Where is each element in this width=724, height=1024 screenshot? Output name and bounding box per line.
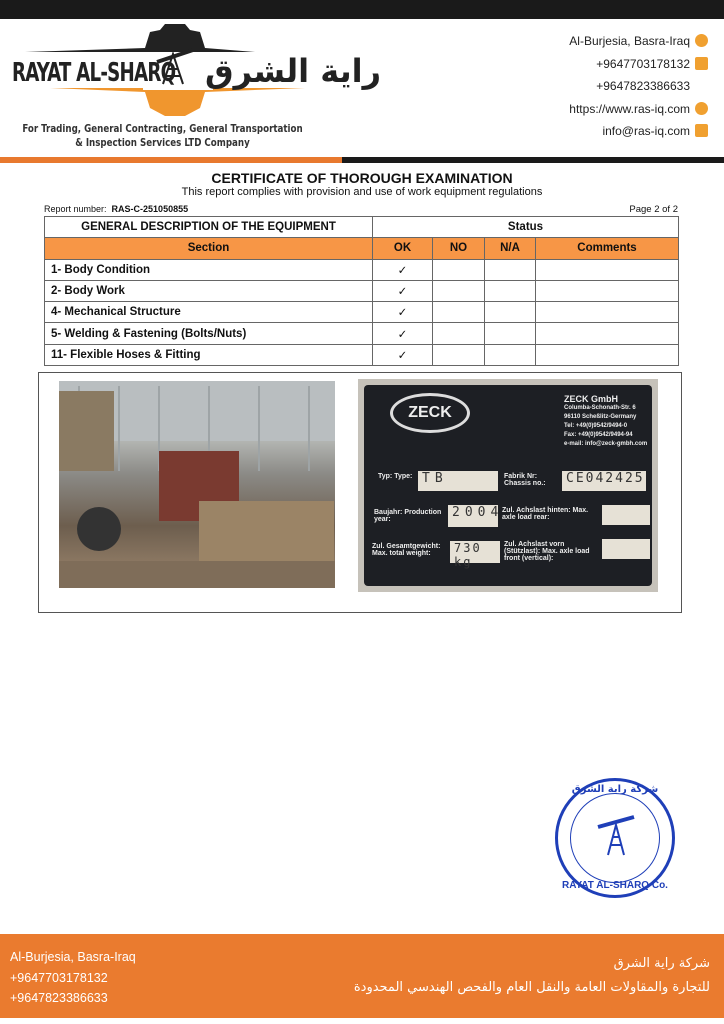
weight-label: Zul. Gesamtgewicht: Max. total weight: (372, 543, 441, 557)
company-tagline (22, 122, 303, 150)
comments-cell (536, 323, 679, 344)
chassis-label: Fabrik Nr: Chassis no.: (504, 473, 546, 487)
type-label: Typ: Type: (378, 473, 413, 480)
no-cell (433, 259, 485, 280)
footer-address: Al-Burjesia, Basra-Iraq (10, 950, 136, 964)
tagline-line: & Inspection Services LTD Company (75, 137, 250, 149)
report-number-value: RAS-C-251050855 (111, 204, 189, 214)
header-contact (569, 30, 708, 143)
ok-cell: ✓ (373, 302, 433, 323)
section-cell: 5- Welding & Fastening (Bolts/Nuts) (45, 323, 373, 344)
ok-cell: ✓ (373, 323, 433, 344)
nameplate-photo (358, 379, 658, 592)
table-column-header (45, 238, 679, 259)
status-header: Status (373, 217, 679, 238)
phone: +9647703178132 (596, 56, 690, 71)
divider-orange (0, 157, 342, 163)
maker: ZECK GmbH (564, 394, 618, 404)
website-link[interactable]: https://www.ras-iq.com (569, 101, 690, 116)
stamp-text-en: RAYAT AL-SHARQ Co. (562, 880, 668, 891)
table-row (45, 280, 679, 301)
table-row (45, 344, 679, 365)
na-cell (485, 323, 536, 344)
no-cell (433, 302, 485, 323)
comments-cell (536, 344, 679, 365)
email-link[interactable]: info@ras-iq.com (602, 124, 690, 138)
report-number (44, 204, 188, 214)
type-value: TB (418, 471, 498, 491)
equipment-photo (59, 381, 335, 588)
company-stamp (555, 778, 675, 898)
page-title: CERTIFICATE OF THOROUGH EXAMINATION (211, 170, 513, 186)
table-group-header (45, 217, 679, 238)
top-bar (0, 0, 724, 19)
rear-load-field (602, 505, 650, 525)
page-number: Page 2 of 2 (629, 204, 678, 215)
section-cell: 2- Body Work (45, 280, 373, 301)
table-row (45, 302, 679, 323)
globe-icon (695, 102, 708, 115)
year-value: 2004 (448, 505, 498, 527)
na-cell (485, 280, 536, 301)
equipment-photo-sketch (59, 381, 335, 588)
stamp-text-ar: شركة راية الشرق (571, 784, 659, 795)
maker-address: Columba-Schonath-Str. 6 (564, 405, 636, 411)
footer-phone: +9647703178132 (10, 970, 108, 985)
ok-cell: ✓ (373, 259, 433, 280)
address: Al-Burjesia, Basra-Iraq (569, 34, 690, 48)
section-cell: 11- Flexible Hoses & Fitting (45, 344, 373, 365)
ok-cell: ✓ (373, 344, 433, 365)
phone: +9647823386633 (596, 79, 690, 93)
envelope-icon (695, 124, 708, 137)
section-cell: 1- Body Condition (45, 259, 373, 280)
table-row (45, 323, 679, 344)
front-load-field (602, 539, 650, 559)
location-pin-icon (695, 34, 708, 47)
comments-cell (536, 259, 679, 280)
no-cell (433, 344, 485, 365)
maker-fax: Fax: +49(0)9542/9494-94 (564, 432, 633, 438)
oil-pump-icon (596, 813, 636, 858)
no-cell (433, 280, 485, 301)
inspection-table (44, 216, 679, 366)
zeck-logo: ZECK (390, 393, 470, 433)
na-cell (485, 344, 536, 365)
column-header: NO (433, 238, 485, 259)
report-number-label: Report number: (44, 204, 107, 214)
na-cell (485, 302, 536, 323)
footer (0, 934, 724, 1018)
maker-info (564, 395, 647, 449)
footer-phone: +9647823386633 (10, 991, 108, 1005)
no-cell (433, 323, 485, 344)
maker-address: 96110 Scheßlitz-Germany (564, 414, 637, 420)
maker-email: e-mail: info@zeck-gmbh.com (564, 441, 648, 447)
maker-tel: Tel: +49(0)9542/9494-0 (564, 423, 628, 429)
section-cell: 4- Mechanical Structure (45, 302, 373, 323)
weight-value: 730 kg (450, 541, 500, 563)
chassis-value: CE042425 (562, 471, 646, 491)
telephone-icon (695, 57, 708, 70)
group-header: GENERAL DESCRIPTION OF THE EQUIPMENT (45, 217, 373, 238)
column-header: Section (45, 238, 373, 259)
divider-dark (342, 157, 724, 163)
ok-cell: ✓ (373, 280, 433, 301)
column-header: N/A (485, 238, 536, 259)
footer-description-ar: للتجارة والمقاولات العامة والنقل العام والفحص الهندسي المحدودة (353, 980, 710, 995)
year-label: Baujahr: Production year: (374, 509, 442, 523)
rear-load-label: Zul. Achslast hinten: Max. axle load rear: (502, 507, 589, 521)
footer-company-ar: شركة راية الشرق (613, 956, 710, 971)
table-row (45, 259, 679, 280)
tagline-line: For Trading, General Contracting, General Transportation (22, 123, 303, 135)
comments-cell (536, 280, 679, 301)
page-subtitle: This report complies with provision and use of work equipment regulations (181, 186, 543, 198)
column-header: Comments (536, 238, 679, 259)
front-load-label: Zul. Achslast vorn (Stützlast): Max. axle load front (vertical): (504, 541, 590, 562)
comments-cell (536, 302, 679, 323)
column-header: OK (373, 238, 433, 259)
na-cell (485, 259, 536, 280)
